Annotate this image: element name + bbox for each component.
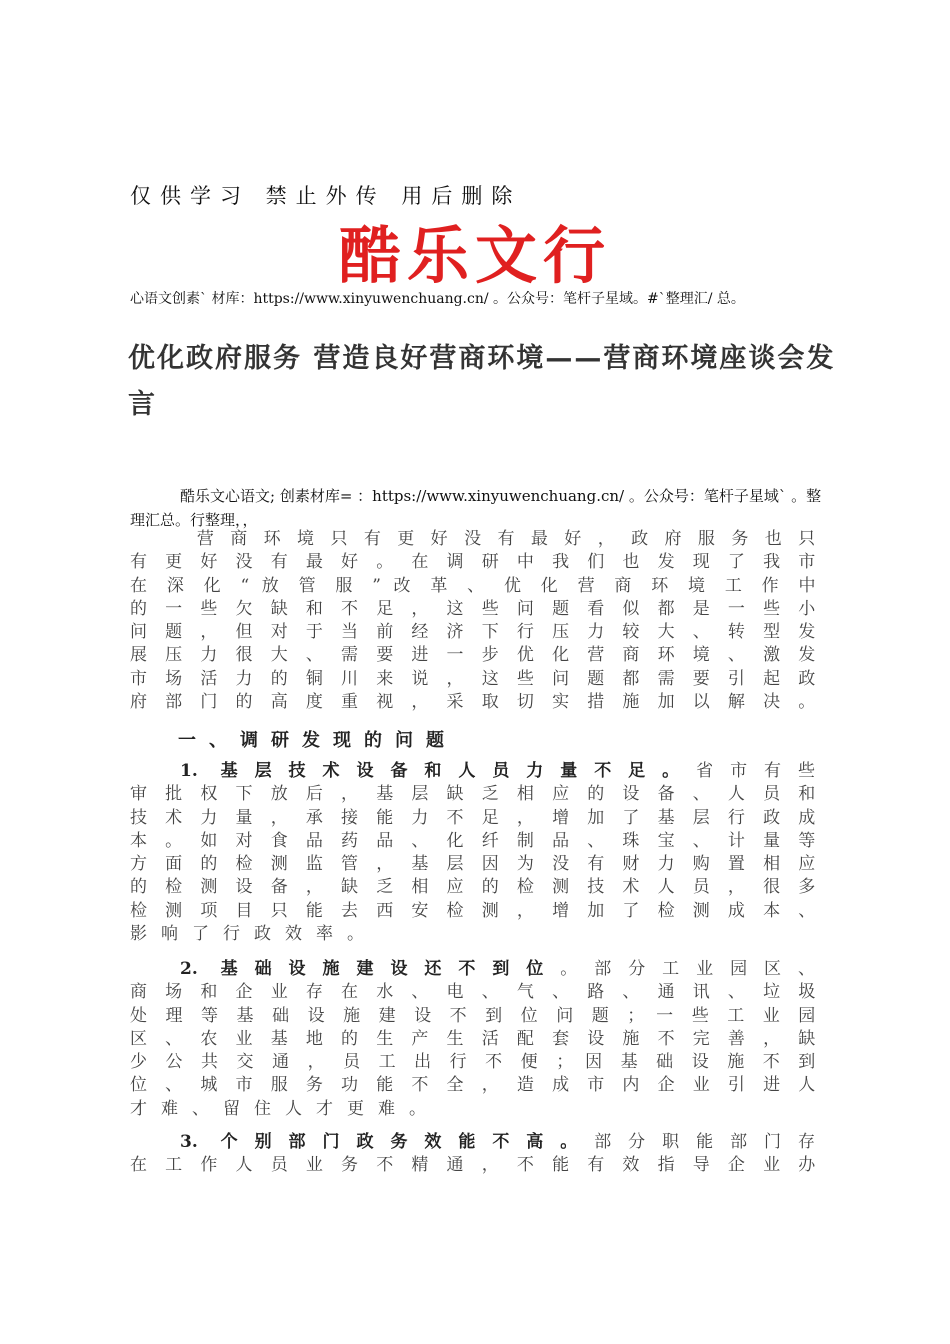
section-heading: 一、调研发现的问题 bbox=[178, 730, 457, 751]
paragraph-line: 的 一 些 欠 缺 和 不 足 ， 这 些 问 题 看 似 都 是 一 些 小 bbox=[130, 598, 815, 619]
item-first-rest: 省市有些 bbox=[696, 761, 815, 781]
item-first-line bbox=[130, 958, 815, 981]
item-3 bbox=[130, 1131, 815, 1178]
item-title: 3. 个别部门政务效能不高。 bbox=[180, 1132, 595, 1152]
paragraph-line: 营 商 环 境 只 有 更 好 没 有 最 好 ， 政 府 服 务 也 只 bbox=[196, 529, 815, 549]
paragraph-line: 审 批 权 下 放 后 ， 基 层 缺 乏 相 应 的 设 备 、 人 员 和 bbox=[130, 784, 815, 805]
item-2 bbox=[130, 958, 815, 1121]
item-first-rest: 。部分工业园区、 bbox=[560, 959, 815, 979]
paragraph-line: 处 理 等 基 础 设 施 建 设 不 到 位 问 题 ； 一 些 工 业 园 bbox=[130, 1005, 815, 1026]
paragraph-1 bbox=[130, 528, 815, 714]
paragraph-line: 才难、留住人才更难。 bbox=[130, 1098, 440, 1119]
item-title: 1. 基层技术设备和人员力量不足。 bbox=[180, 761, 697, 781]
paragraph-line: 有 更 好 没 有 最 好 。 在 调 研 中 我 们 也 发 现 了 我 市 bbox=[130, 552, 815, 573]
item-title: 2. 基础设施建设还不到位 bbox=[180, 959, 561, 979]
brand-logo-text: 酷乐文行 bbox=[338, 219, 611, 292]
paragraph-line: 区 、 农 业 基 地 的 生 产 生 活 配 套 设 施 不 完 善 ， 缺 bbox=[130, 1028, 815, 1049]
intro-line: 酷乐文心语文; 创素材库= ：https://www.xinyuwenchuang.cn/ 。公众号：笔杆子星域` 。整理汇总。行整理，， bbox=[130, 487, 822, 529]
paragraph-line: 少 公 共 交 通 ， 员 工 出 行 不 便 ； 因 基 础 设 施 不 到 bbox=[130, 1052, 815, 1073]
paragraph-line: 展 压 力 很 大 、 需 要 进 一 步 优 化 营 商 环 境 、 激 发 bbox=[130, 645, 815, 666]
item-1 bbox=[130, 760, 815, 946]
paragraph-line: 在 深 化 “ 放 管 服 ” 改 革 、 优 化 营 商 环 境 工 作 中 bbox=[130, 575, 815, 596]
paragraph-line: 本 。 如 对 食 品 药 品 、 化 纤 制 品 、 珠 宝 、 计 量 等 bbox=[130, 830, 815, 851]
notice-banner: 仅供学习 禁止外传 用后删除 bbox=[130, 184, 522, 208]
item-first-line bbox=[130, 1131, 815, 1154]
paragraph-line: 市 场 活 力 的 铜 川 来 说 ， 这 些 问 题 都 需 要 引 起 政 bbox=[130, 668, 815, 689]
paragraph-line: 问 题 ， 但 对 于 当 前 经 济 下 行 压 力 较 大 、 转 型 发 bbox=[130, 622, 815, 643]
paragraph-line: 检 测 项 目 只 能 去 西 安 检 测 ， 增 加 了 检 测 成 本 、 bbox=[130, 900, 815, 921]
item-first-line bbox=[130, 760, 815, 783]
paragraph-line: 的 检 测 设 备 ， 缺 乏 相 应 的 检 测 技 术 人 员 ， 很 多 bbox=[130, 877, 815, 898]
item-first-rest: 部分职能部门存 bbox=[594, 1132, 815, 1152]
paragraph-line: 位 、 城 市 服 务 功 能 不 全 ， 造 成 市 内 企 业 引 进 人 bbox=[130, 1075, 815, 1096]
paragraph-line: 影响了行政效率。 bbox=[130, 924, 378, 945]
paragraph-line: 技 术 力 量 ， 承 接 能 力 不 足 ， 增 加 了 基 层 行 政 成 bbox=[130, 807, 815, 828]
paragraph-line: 在 工 作 人 员 业 务 不 精 通 ， 不 能 有 效 指 导 企 业 办 bbox=[130, 1155, 815, 1176]
paragraph-line: 方 面 的 检 测 监 管 ， 基 层 因 为 没 有 财 力 购 置 相 应 bbox=[130, 854, 815, 875]
document-title: 优化政府服务 营造良好营商环境——营商环境座谈会发言 bbox=[128, 343, 836, 420]
paragraph-line: 商 场 和 企 业 存 在 水 、 电 、 气 、 路 、 通 讯 、 垃 圾 bbox=[130, 982, 815, 1003]
paragraph-line: 府 部 门 的 高 度 重 视 ， 采 取 切 实 措 施 加 以 解 决 。 bbox=[130, 692, 815, 713]
source-line: 心语文创素` 材库：https://www.xinyuwenchuang.cn/ 。公众号：笔杆子星域。#`整理汇/ 总。 bbox=[130, 291, 745, 307]
